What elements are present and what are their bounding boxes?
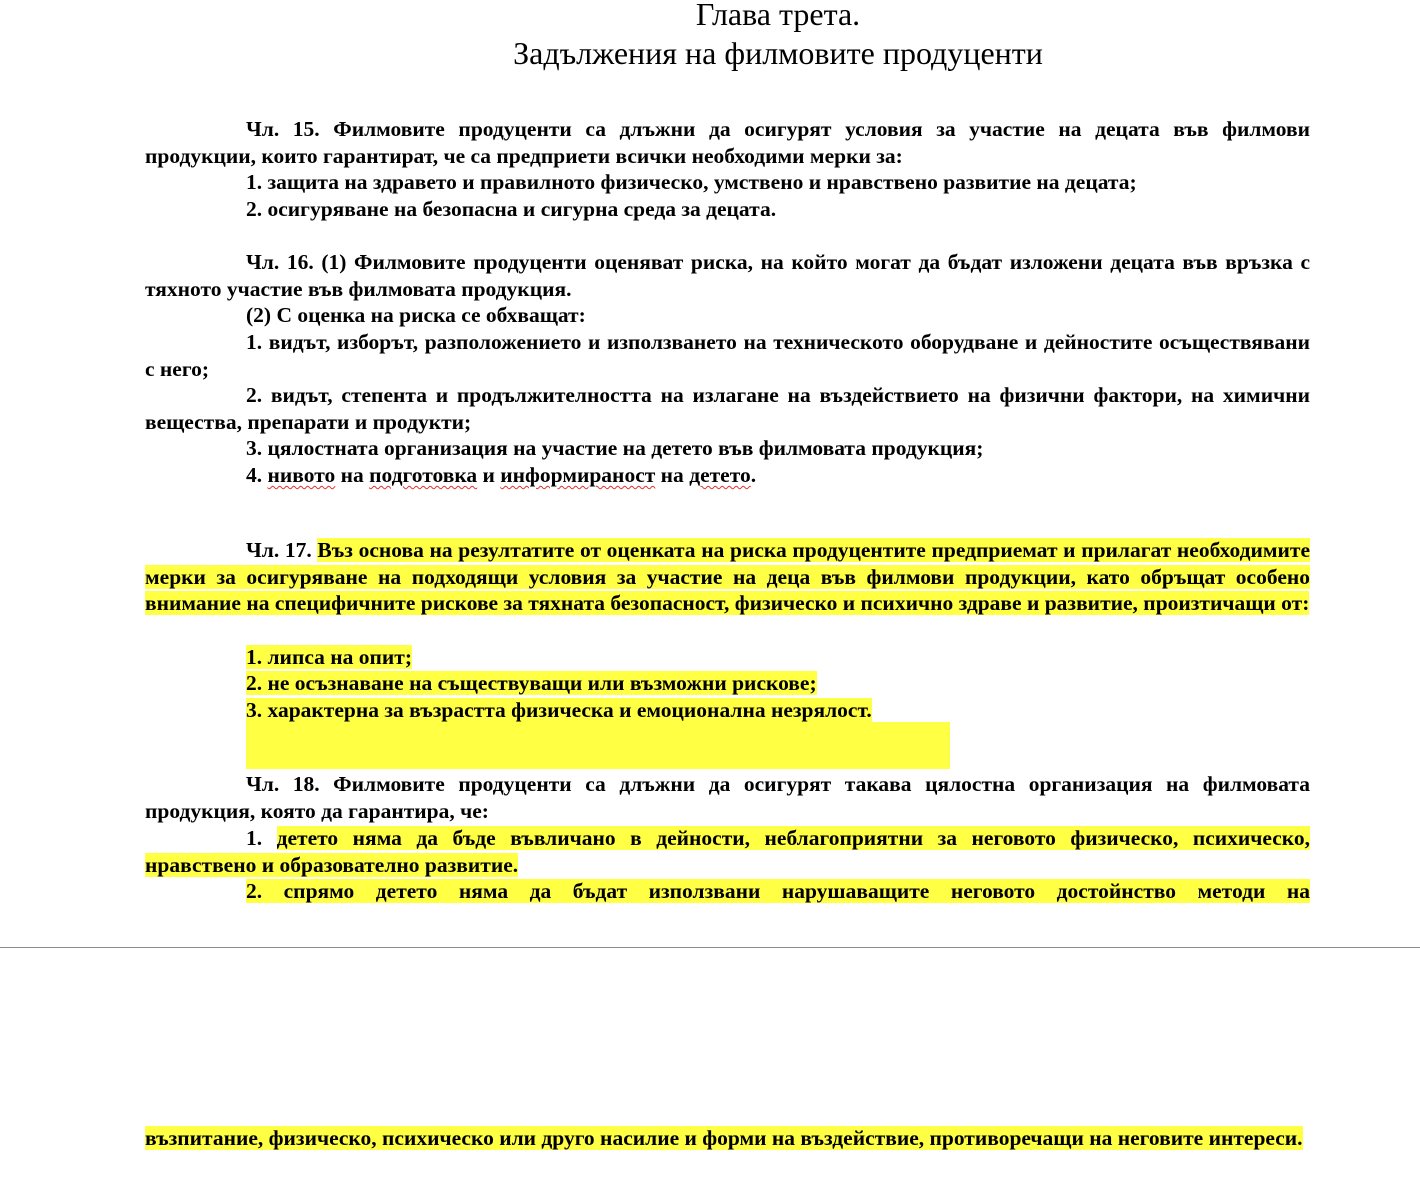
article-16-item-4 (145, 462, 1310, 489)
spellcheck-word[interactable]: детето (689, 463, 751, 487)
item-number: 1. (246, 826, 263, 850)
article-17-item-3 (145, 697, 1310, 724)
highlighted-text: 2. не осъзнаване на съществуващи или възможни рискове; (246, 671, 817, 695)
article-17-label: Чл. 17. (246, 538, 312, 562)
article-17-lead (145, 537, 1310, 617)
item-number: 4. (246, 463, 263, 487)
chapter-title: Задължения на филмовите продуценти (513, 35, 1043, 71)
highlighted-text: 3. характерна за възрастта физическа и емоционална незрялост. (246, 698, 872, 722)
article-15-item-1: 1. защита на здравето и правилното физическо, умствено и нравствено развитие на децата; (246, 170, 1137, 194)
article-16-item-3: 3. цялостната организация на участие на детето във филмовата продукция; (246, 436, 984, 460)
spellcheck-word[interactable]: нивото (267, 463, 336, 487)
article-18-item-1 (145, 825, 1310, 878)
highlighted-text: възпитание, физическо, психическо или друго насилие и форми на въздействие, противоречащи на неговите интереси. (145, 1126, 1303, 1150)
highlighted-text: 1. липса на опит; (246, 645, 413, 669)
spellcheck-word[interactable]: подготовка (369, 463, 478, 487)
spellcheck-word[interactable]: информираност (500, 463, 656, 487)
article-18-lead: Чл. 18. Филмовите продуценти са длъжни да осигурят такава цялостна организация на филмовата продукция, която да гарантира, че: (145, 772, 1310, 823)
period: . (750, 463, 757, 487)
article-15-item-2: 2. осигуряване на безопасна и сигурна среда за децата. (246, 197, 777, 221)
article-17-item-2 (145, 670, 1310, 697)
word: на (660, 463, 684, 487)
word: на (340, 463, 364, 487)
article-16-lead: Чл. 16. (1) Филмовите продуценти оценяват риска, на който могат да бъдат изложени децата във връзка с тяхното участие във филмовата продукция. (145, 250, 1310, 301)
article-17-item-1 (145, 644, 1310, 671)
word: и (482, 463, 495, 487)
article-18-item-2-start (145, 878, 1310, 905)
page-break (0, 947, 1420, 948)
article-16-para-2: (2) С оценка на риска се обхващат: (246, 303, 586, 327)
article-18-item-2-continued (145, 1125, 1310, 1152)
article-16-item-2: 2. видът, степента и продължителността на излагане на въздействието на физични фактори, на химични вещества, препарати и продукти; (145, 383, 1310, 434)
article-15-lead: Чл. 15. Филмовите продуценти са длъжни да осигурят условия за участие на децата във филмови продукции, които гарантират, че са предприети всички необходими мерки за: (145, 117, 1310, 168)
article-16-item-1: 1. видът, изборът, разположението и използването на техническото оборудване и дейностите осъществявани с него; (145, 330, 1310, 381)
highlighted-text: Въз основа на резултатите от оценката на риска продуцентите предприемат и прилагат необходимите мерки за осигуряване на подходящи условия за участие на деца във филмови продукции, като обръщат особено внимание на специфичните рискове за тяхната безопасност, физическо и психично здраве и развитие, произтичащи от: (145, 538, 1310, 616)
highlighted-text: детето няма да бъде въвличано в дейности, неблагоприятни за неговото физическо, психическо, нравствено и образователно развитие. (145, 826, 1310, 877)
highlighted-text: 2. спрямо детето няма да бъдат използвани нарушаващите неговото достойнство методи на (246, 879, 1310, 903)
chapter-number: Глава трета. (695, 0, 861, 32)
highlight-block (246, 722, 950, 769)
